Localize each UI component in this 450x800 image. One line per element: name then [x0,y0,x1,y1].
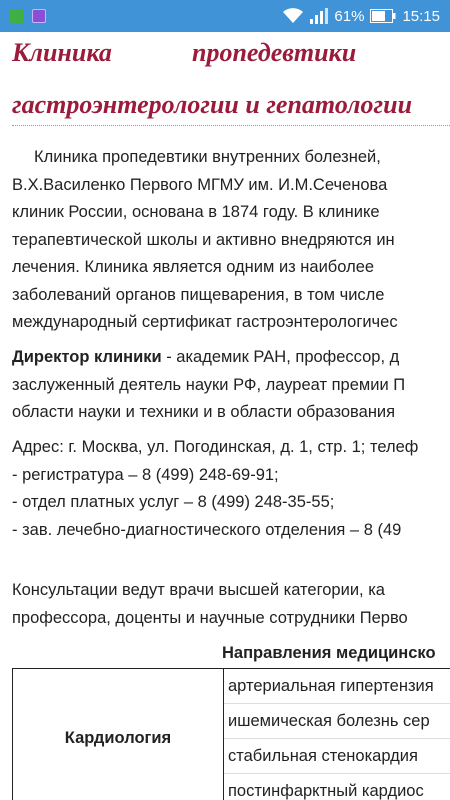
signal-icon [310,8,328,24]
table-header: Направления медицинско [222,644,436,662]
text-line: международный сертификат гастроэнтерологичес [12,313,398,331]
text-line: - зав. лечебно-диагностического отделения – 8 (49 [12,520,402,539]
address-paragraph [12,434,418,544]
title-word: Клиника [12,38,112,67]
clock: 15:15 [402,7,440,25]
text-line: - отдел платных услуг – 8 (499) 248-35-55; [12,493,335,511]
list-item: стабильная стенокардия [224,739,450,774]
text-line [12,344,405,372]
director-paragraph [12,344,405,427]
table-row [13,669,450,800]
text-line: заболеваний органов пищеварения, в том числе [12,285,385,304]
director-label: Директор клиники [12,348,162,366]
list-item: ишемическая болезнь сер [224,704,450,739]
divider [12,125,450,126]
page-title [12,38,357,68]
wifi-icon [282,8,304,24]
text-line: Адрес: г. Москва, ул. Погодинская, д. 1, стр. 1; телеф [12,438,419,456]
text-line: - регистратура – 8 (499) 248-69-91; [12,465,279,484]
title-word: пропедевтики [192,38,357,67]
consult-paragraph [12,577,408,632]
app-notification-icon [32,9,46,23]
battery-percent: 61% [334,7,365,25]
text-line: В.Х.Василенко Первого МГМУ им. И.М.Сеченова [12,175,388,194]
text-span: - академик РАН, профессор, д [161,348,400,366]
battery-icon [370,9,396,23]
text-line: Консультации ведут врачи высшей категории, ка [12,581,385,599]
text-line: терапевтической школы и активно внедряются ин [12,230,395,249]
status-bar [0,0,450,32]
text-line: Клиника пропедевтики внутренних болезней, [34,148,381,166]
medical-directions-table [12,668,450,800]
list-item: постинфарктный кардиос [228,782,424,800]
text-line: лечения. Клиника является одним из наиболее [12,258,375,276]
text-line: области науки и техники и в области образования [12,403,396,421]
intro-paragraph [12,144,398,337]
page-content[interactable] [0,32,450,800]
conditions-cell [224,669,450,800]
specialty-cell: Кардиология [13,669,224,800]
text-line: профессора, доценты и научные сотрудники Перво [12,608,408,627]
text-line: заслуженный деятель науки РФ, лауреат премии П [12,375,406,394]
app-notification-icon [10,9,24,23]
page-title-line2: гастроэнтерологии и гепатологии [12,90,413,119]
list-item: артериальная гипертензия [224,669,450,704]
text-line: клиник России, основана в 1874 году. В клинике [12,203,380,221]
